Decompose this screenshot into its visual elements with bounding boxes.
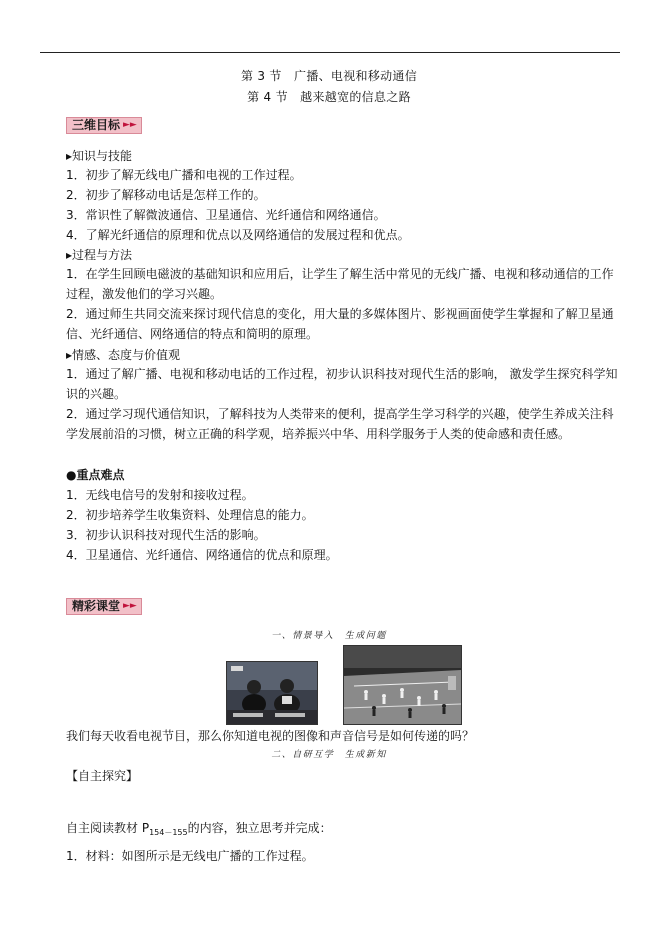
knowledge-item: 2．初步了解移动电话是怎样工作的。 — [66, 188, 266, 202]
section-title-4: 第 4 节 越来越宽的信息之路 — [247, 90, 411, 104]
subheading-study: 二、自研互学 生成新知 — [271, 750, 387, 760]
goals-tag — [66, 117, 142, 134]
subheading-intro: 一、情景导入 生成问题 — [271, 631, 387, 641]
process-item — [66, 304, 618, 344]
knowledge-item: 3．常识性了解微波通信、卫星通信、光纤通信和网络通信。 — [66, 208, 386, 222]
knowledge-item: 4．了解光纤通信的原理和优点以及网络通信的发展过程和优点。 — [66, 228, 410, 242]
process-item-text: 1．在学生回顾电磁波的基础知识和应用后，让学生了解生活中常见的无线广播、电视和移动通信的工作过程，激发他们的学习兴趣。 — [66, 267, 614, 301]
top-rule — [40, 52, 620, 53]
key-item: 3．初步认识科技对现代生活的影响。 — [66, 528, 266, 542]
news-anchors-illustration — [227, 662, 317, 724]
emotion-item — [66, 364, 618, 404]
volleyball-match-photo — [343, 645, 462, 725]
goals-tag-label: 三维目标 — [72, 118, 121, 132]
emotion-item — [66, 404, 618, 444]
classroom-tag-label: 精彩课堂 — [72, 599, 121, 613]
emotion-item-text: 2．通过学习现代通信知识，了解科技为人类带来的便利，提高学生学习科学的兴趣，使学生养成关注科学发展前沿的习惯，树立正确的科学观，培养振兴中华、用科学服务于人类的使命感和责任感。 — [66, 407, 614, 441]
key-item: 1．无线电信号的发射和接收过程。 — [66, 488, 254, 502]
knowledge-item: 1．初步了解无线电广播和电视的工作过程。 — [66, 168, 302, 182]
explore-heading: 【自主探究】 — [66, 769, 139, 783]
section-title-3: 第 3 节 广播、电视和移动通信 — [240, 69, 418, 83]
process-item — [66, 264, 618, 304]
key-item: 2．初步培养学生收集资料、处理信息的能力。 — [66, 508, 314, 522]
knowledge-heading: ▸知识与技能 — [66, 149, 133, 163]
reading-pages: 154－155 — [149, 828, 188, 837]
material-item: 1．材料：如图所示是无线电广播的工作过程。 — [66, 849, 314, 863]
double-arrow-icon: ►► — [123, 601, 137, 611]
double-arrow-icon: ►► — [123, 120, 137, 130]
classroom-tag — [66, 598, 142, 615]
intro-question: 我们每天收看电视节目，那么你知道电视的图像和声音信号是如何传递的吗？ — [66, 729, 475, 743]
news-anchors-photo — [226, 661, 318, 725]
process-item-text: 2．通过师生共同交流来探讨现代信息的变化，用大量的多媒体图片、影视画面使学生掌握和了解卫星通信、光纤通信、网络通信的特点和简明的原理。 — [66, 307, 614, 341]
key-heading: ●重点难点 — [66, 468, 125, 482]
process-heading: ▸过程与方法 — [66, 248, 133, 262]
reading-prefix: 自主阅读教材 P — [66, 821, 150, 835]
emotion-item-text: 1．通过了解广播、电视和移动电话的工作过程，初步认识科技对现代生活的影响， 激发学生探究科学知识的兴趣。 — [66, 367, 618, 401]
reading-instruction — [66, 820, 618, 841]
volleyball-illustration — [344, 646, 461, 724]
reading-suffix: 的内容，独立思考并完成： — [187, 821, 332, 835]
key-item: 4．卫星通信、光纤通信、网络通信的优点和原理。 — [66, 548, 338, 562]
emotion-heading: ▸情感、态度与价值观 — [66, 348, 181, 362]
